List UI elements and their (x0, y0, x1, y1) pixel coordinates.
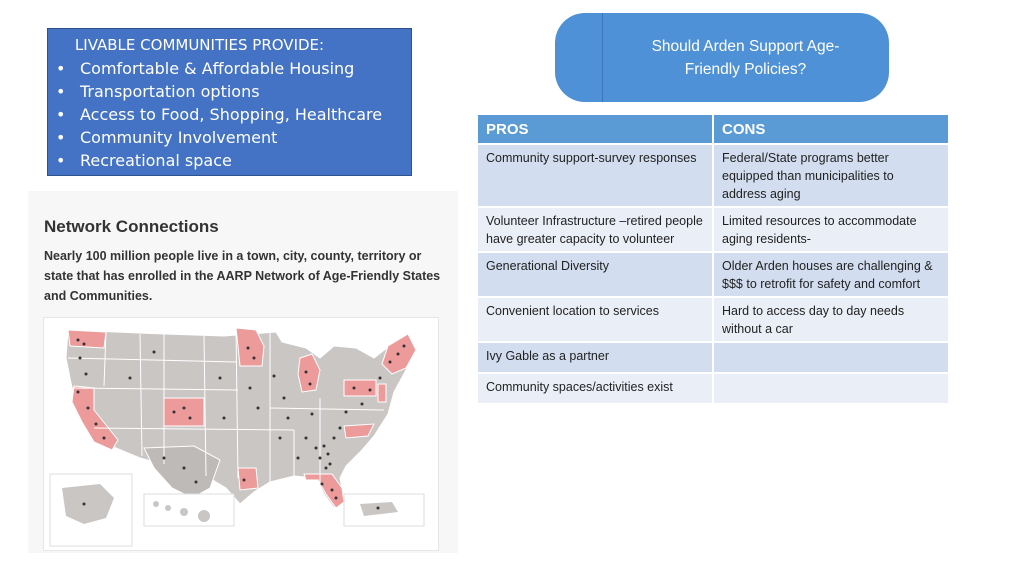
bullet-icon: • (56, 82, 66, 101)
table-header-row (477, 114, 949, 144)
list-item: • Transportation options (56, 82, 260, 101)
state-new-jersey (378, 384, 386, 402)
pros-header: PROS (477, 114, 713, 144)
cons-header: CONS (713, 114, 949, 144)
pros-cell: Convenient location to services (477, 297, 713, 342)
cons-cell (713, 342, 949, 373)
us-map-graphic (44, 318, 440, 552)
cons-cell: Older Arden houses are challenging & $$$ to retrofit for safety and comfort (713, 252, 949, 297)
pros-cell: Community spaces/activities exist (477, 373, 713, 404)
livable-communities-box (47, 28, 412, 176)
question-shape (555, 13, 889, 102)
cons-cell (713, 373, 949, 404)
pros-cell: Generational Diversity (477, 252, 713, 297)
network-title: Network Connections (44, 217, 219, 236)
pros-cell: Volunteer Infrastructure –retired people have greater capacity to volunteer (477, 207, 713, 252)
cons-cell: Hard to access day to day needs without a car (713, 297, 949, 342)
question-text: Should Arden Support Age- Friendly Policies? (651, 38, 840, 78)
pros-cons-table (476, 113, 950, 405)
list-item: • Recreational space (56, 151, 232, 170)
state-washington (68, 330, 106, 348)
list-item: • Comfortable & Affordable Housing (56, 59, 355, 78)
pros-cell: Ivy Gable as a partner (477, 342, 713, 373)
livable-heading: LIVABLE COMMUNITIES PROVIDE: (74, 36, 325, 54)
pros-cell: Community support-survey responses (477, 144, 713, 207)
list-item: • Community Involvement (56, 128, 278, 147)
table-row (477, 144, 949, 207)
state-texas (144, 446, 220, 498)
bullet-icon: • (56, 151, 66, 170)
table-row (477, 373, 949, 404)
table-row (477, 297, 949, 342)
livable-list (56, 57, 403, 172)
table-row (477, 342, 949, 373)
network-connections-figure (28, 191, 458, 553)
table-row (477, 252, 949, 297)
network-subtitle: Nearly 100 million people live in a town, city, county, territory or state that has enrolled in the AARP Network of Age-Friendly States and Communities. (44, 249, 441, 303)
hawaii-inset (144, 494, 234, 526)
cons-cell: Limited resources to accommodate aging residents- (713, 207, 949, 252)
table-row (477, 207, 949, 252)
bullet-icon: • (56, 59, 66, 78)
bullet-icon: • (56, 105, 66, 124)
cons-cell: Federal/State programs better equipped than municipalities to address aging (713, 144, 949, 207)
list-item: • Access to Food, Shopping, Healthcare (56, 105, 383, 124)
state-louisiana (238, 468, 258, 490)
bullet-icon: • (56, 128, 66, 147)
us-map (43, 317, 439, 551)
state-colorado (164, 398, 204, 426)
state-pennsylvania (344, 380, 376, 396)
